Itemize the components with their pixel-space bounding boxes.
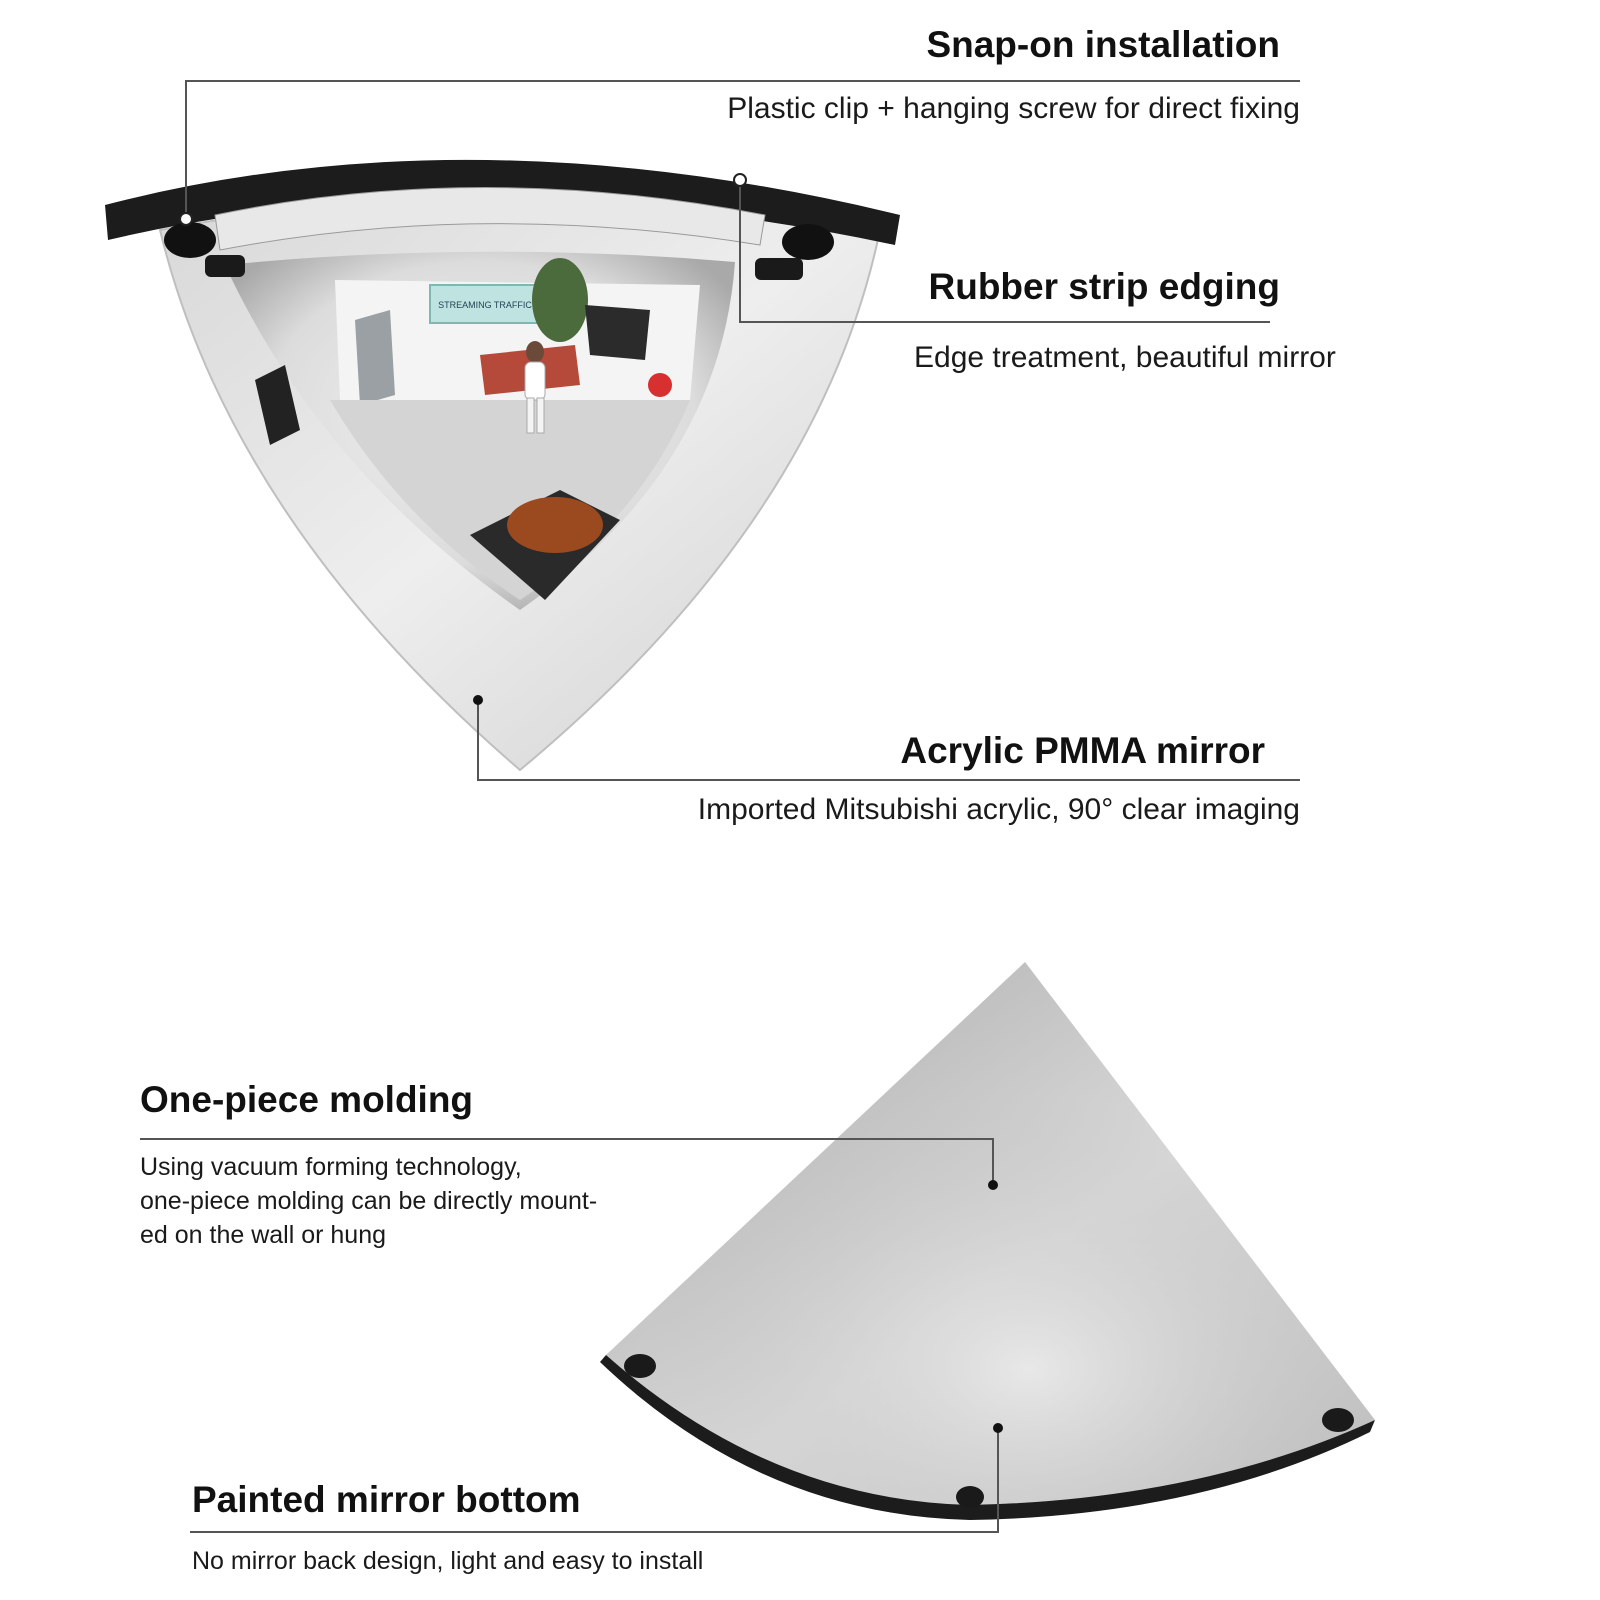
acrylic-title: Acrylic PMMA mirror xyxy=(900,730,1265,771)
mirror-back-glow xyxy=(606,962,1375,1505)
reflected-panel xyxy=(355,310,395,405)
painted-bottom-callout-dot xyxy=(993,1423,1003,1433)
one-piece-description-line: Using vacuum forming technology, xyxy=(140,1153,522,1181)
acrylic-description: Imported Mitsubishi acrylic, 90° clear imaging xyxy=(697,793,1300,826)
one-piece-title: One-piece molding xyxy=(140,1079,474,1120)
one-piece-description-line: one-piece molding can be directly mount- xyxy=(140,1187,598,1215)
rubber-strip-title: Rubber strip edging xyxy=(928,266,1280,307)
dome-mirror-front xyxy=(105,160,900,770)
painted-bottom-description: No mirror back design, light and easy to install xyxy=(192,1547,704,1575)
back-clip-left xyxy=(624,1354,656,1378)
one-piece-callout-dot xyxy=(988,1180,998,1190)
reflected-sculpture xyxy=(507,497,603,553)
reflected-sign-text: STREAMING TRAFFIC xyxy=(438,300,532,310)
rubber-strip-callout-dot xyxy=(734,174,746,186)
back-clip-middle xyxy=(956,1486,984,1508)
dome-mirror-back xyxy=(600,962,1375,1520)
reflected-cabinet xyxy=(585,305,650,360)
painted-bottom-title: Painted mirror bottom xyxy=(192,1479,581,1520)
reflected-decoration xyxy=(648,373,672,397)
snap-on-callout-dot xyxy=(180,213,192,225)
snap-on-title: Snap-on installation xyxy=(926,24,1280,65)
reflected-plant xyxy=(532,258,588,342)
rubber-strip-description: Edge treatment, beautiful mirror xyxy=(914,341,1336,374)
one-piece-description-line: ed on the wall or hung xyxy=(140,1221,387,1249)
acrylic-callout-dot xyxy=(473,695,483,705)
back-clip-right xyxy=(1322,1408,1354,1432)
one-piece-description xyxy=(140,1150,660,1252)
snap-on-description: Plastic clip + hanging screw for direct fixing xyxy=(727,92,1300,125)
